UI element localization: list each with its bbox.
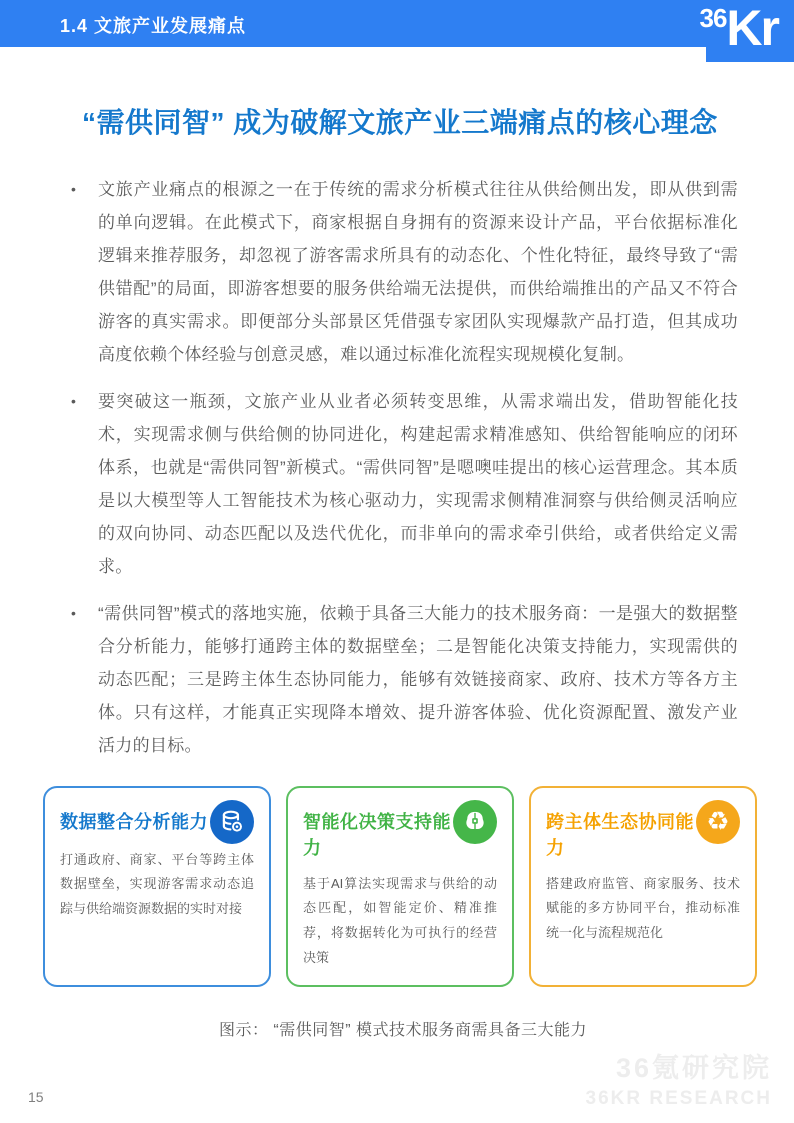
watermark-en: 36KR RESEARCH — [585, 1088, 772, 1109]
capability-cards — [43, 786, 757, 987]
bullet-dot: • — [71, 392, 76, 409]
bullet-paragraph — [68, 385, 738, 583]
page-title: “需供同智” 成为破解文旅产业三端痛点的核心理念 — [82, 107, 718, 138]
section-label: 1.4 文旅产业发展痛点 — [60, 16, 247, 36]
recycle-icon — [696, 800, 740, 844]
card-body: 基于AI算法实现需求与供给的动态匹配，如智能定价、精准推荐，将数据转化为可执行的经营决策 — [303, 875, 497, 965]
bullet-dot: • — [71, 180, 76, 197]
bullet-text: “需供同智”模式的落地实施，依赖于具备三大能力的技术服务商：一是强大的数据整合分析能力，能够打通跨主体的数据壁垒；二是智能化决策支持能力，实现需供的动态匹配；三是跨主体生态协同能力，能够有效链接商家、政府、技术方等各方主体。只有这样，才能真正实现降本增效、提升游客体验、优化资源配置、激发产业活力的目标。 — [98, 603, 738, 755]
logo-36kr — [699, 0, 779, 56]
card-header — [546, 800, 740, 868]
database-icon — [210, 800, 254, 844]
bullet-list — [68, 173, 738, 762]
logo-kr-text: Kr — [726, 0, 778, 56]
watermark-cn: 36氪研究院 — [615, 1053, 772, 1083]
logo-36-text: 36 — [699, 3, 727, 33]
bullet-paragraph — [68, 173, 738, 371]
recycle-glyph: ♻ — [706, 806, 730, 837]
card-title: 数据整合分析能力 — [60, 811, 208, 832]
page-number: 15 — [28, 1089, 44, 1105]
ai-brain-icon — [453, 800, 497, 844]
bullet-text: 文旅产业痛点的根源之一在于传统的需求分析模式往往从供给侧出发，即从供到需的单向逻辑。在此模式下，商家根据自身拥有的资源来设计产品，平台依据标准化逻辑来推荐服务，却忽视了游客需求所具有的动态化、个性化特征，最终导致了“需供错配”的局面，即游客想要的服务供给端无法提供，而供给端推出的产品又不符合游客的真实需求。即便部分头部景区凭借强专家团队实现爆款产品打造，但其成功高度依赖个体经验与创意灵感，难以通过标准化流程实现规模化复制。 — [98, 179, 738, 364]
card-header — [303, 800, 497, 868]
figure-caption: 图示： “需供同智” 模式技术服务商需具备三大能力 — [218, 1021, 588, 1039]
card-data-integration — [43, 786, 271, 987]
card-ecosystem-synergy — [529, 786, 757, 987]
bullet-text: 要突破这一瓶颈，文旅产业从业者必须转变思维，从需求端出发，借助智能化技术，实现需求侧与供给侧的协同进化，构建起需求精准感知、供给智能响应的闭环体系，也就是“需供同智”新模式。“需供同智”是嗯噢哇提出的核心运营理念。其本质是以大模型等人工智能技术为核心驱动力，实现需求侧精准洞察与供给侧灵活响应的双向协同、动态匹配以及迭代优化，而非单向的需求牵引供给，或者供给定义需求。 — [98, 391, 738, 576]
page-content — [60, 103, 740, 1040]
card-smart-decision — [286, 786, 514, 987]
card-body: 打通政府、商家、平台等跨主体数据壁垒，实现游客需求动态追踪与供给端资源数据的实时对接 — [60, 851, 254, 917]
header-bar — [0, 0, 794, 47]
bullet-dot: • — [71, 604, 76, 621]
card-body: 搭建政府监管、商家服务、技术赋能的多方协同平台，推动标准统一化与流程规范化 — [546, 875, 740, 941]
card-header — [60, 800, 254, 844]
card-title: 智能化决策支持能力 — [303, 811, 451, 858]
watermark — [586, 1046, 772, 1110]
bullet-paragraph — [68, 597, 738, 762]
card-title: 跨主体生态协同能力 — [546, 811, 694, 858]
